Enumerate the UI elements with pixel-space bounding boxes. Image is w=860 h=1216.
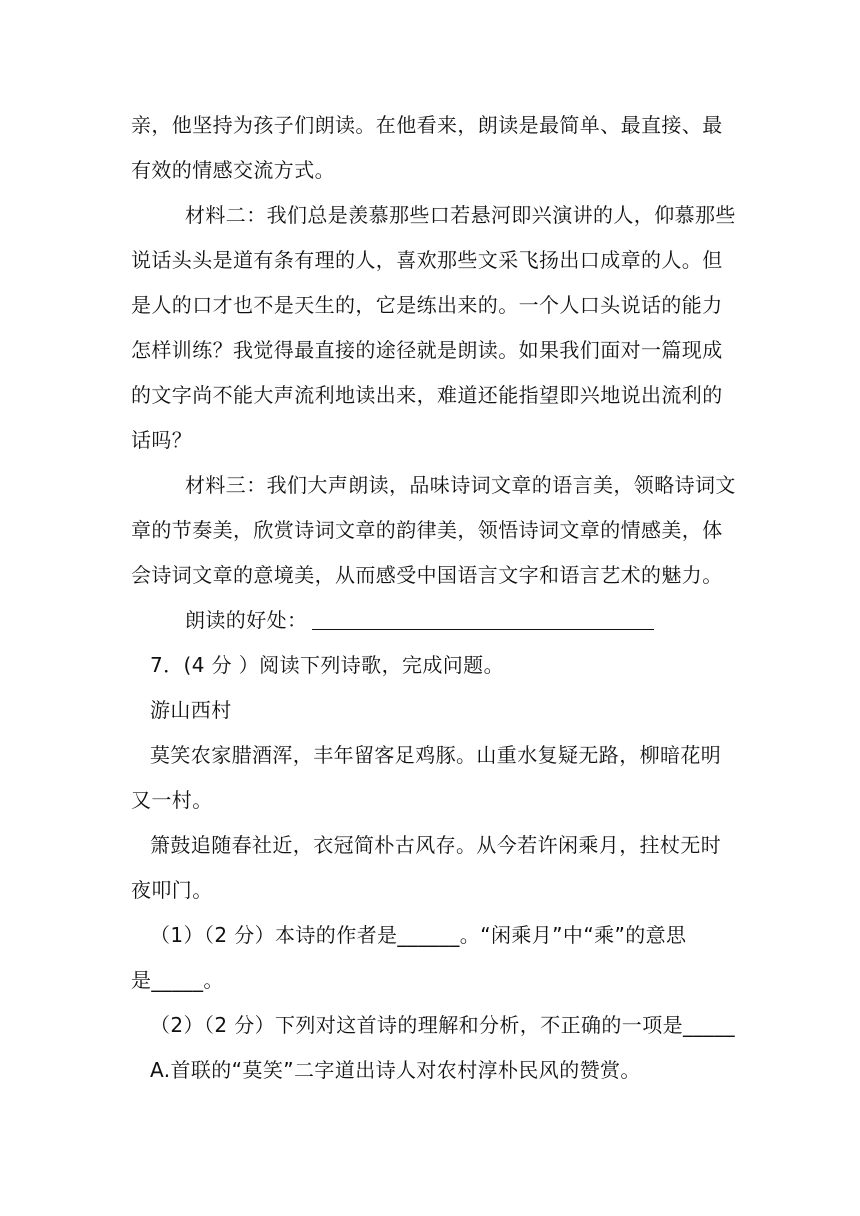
material3-line-3: 会诗词文章的意境美，从而感受中国语言文字和语言艺术的魅力。: [131, 563, 723, 587]
material2-line-5: 的文字尚不能大声流利地读出来，难道还能指望即兴地说出流利的: [131, 383, 723, 407]
subquestion-1-line-1: （1）（2 分）本诗的作者是______。“闲乘月”中“乘”的意思: [150, 923, 687, 947]
subquestion-2: （2）（2 分）下列对这首诗的理解和分析，不正确的一项是_____: [150, 1013, 736, 1037]
material2-line-4: 怎样训练？我觉得最直接的途径就是朗读。如果我们面对一篇现成: [131, 338, 723, 362]
poem-line-1-cont: 又一村。: [131, 788, 213, 812]
benefit-answer-blank[interactable]: [312, 629, 654, 630]
poem-title: 游山西村: [150, 698, 232, 722]
poem-line-1: 莫笑农家腊酒浑，丰年留客足鸡豚。山重水复疑无路，柳暗花明: [150, 743, 722, 767]
poem-line-2: 箫鼓追随春社近，衣冠简朴古风存。从今若许闲乘月，拄杖无时: [150, 833, 722, 857]
material2-line-1: 材料二：我们总是羡慕那些口若悬河即兴演讲的人，仰慕那些: [185, 203, 736, 227]
benefit-prompt: 朗读的好处：: [185, 608, 308, 632]
material2-line-3: 是人的口才也不是天生的，它是练出来的。一个人口头说话的能力: [131, 293, 723, 317]
material1-line-1: 亲，他坚持为孩子们朗读。在他看来，朗读是最简单、最直接、最: [131, 113, 723, 137]
material1-line-2: 有效的情感交流方式。: [131, 158, 335, 182]
option-a: A.首联的“莫笑”二字道出诗人对农村淳朴民风的赞赏。: [150, 1058, 641, 1082]
material2-line-2: 说话头头是道有条有理的人，喜欢那些文采飞扬出口成章的人。但: [131, 248, 723, 272]
material3-line-2: 章的节奏美，欣赏诗词文章的韵律美，领悟诗词文章的情感美，体: [131, 518, 723, 542]
material3-line-1: 材料三：我们大声朗读，品味诗词文章的语言美，领略诗词文: [185, 473, 736, 497]
material2-line-6: 话吗？: [131, 428, 193, 452]
poem-line-2-cont: 夜叩门。: [131, 878, 213, 902]
question7-header: 7．(4 分 ）阅读下列诗歌，完成问题。: [150, 653, 504, 677]
subquestion-1-line-2: 是_____。: [131, 968, 224, 992]
